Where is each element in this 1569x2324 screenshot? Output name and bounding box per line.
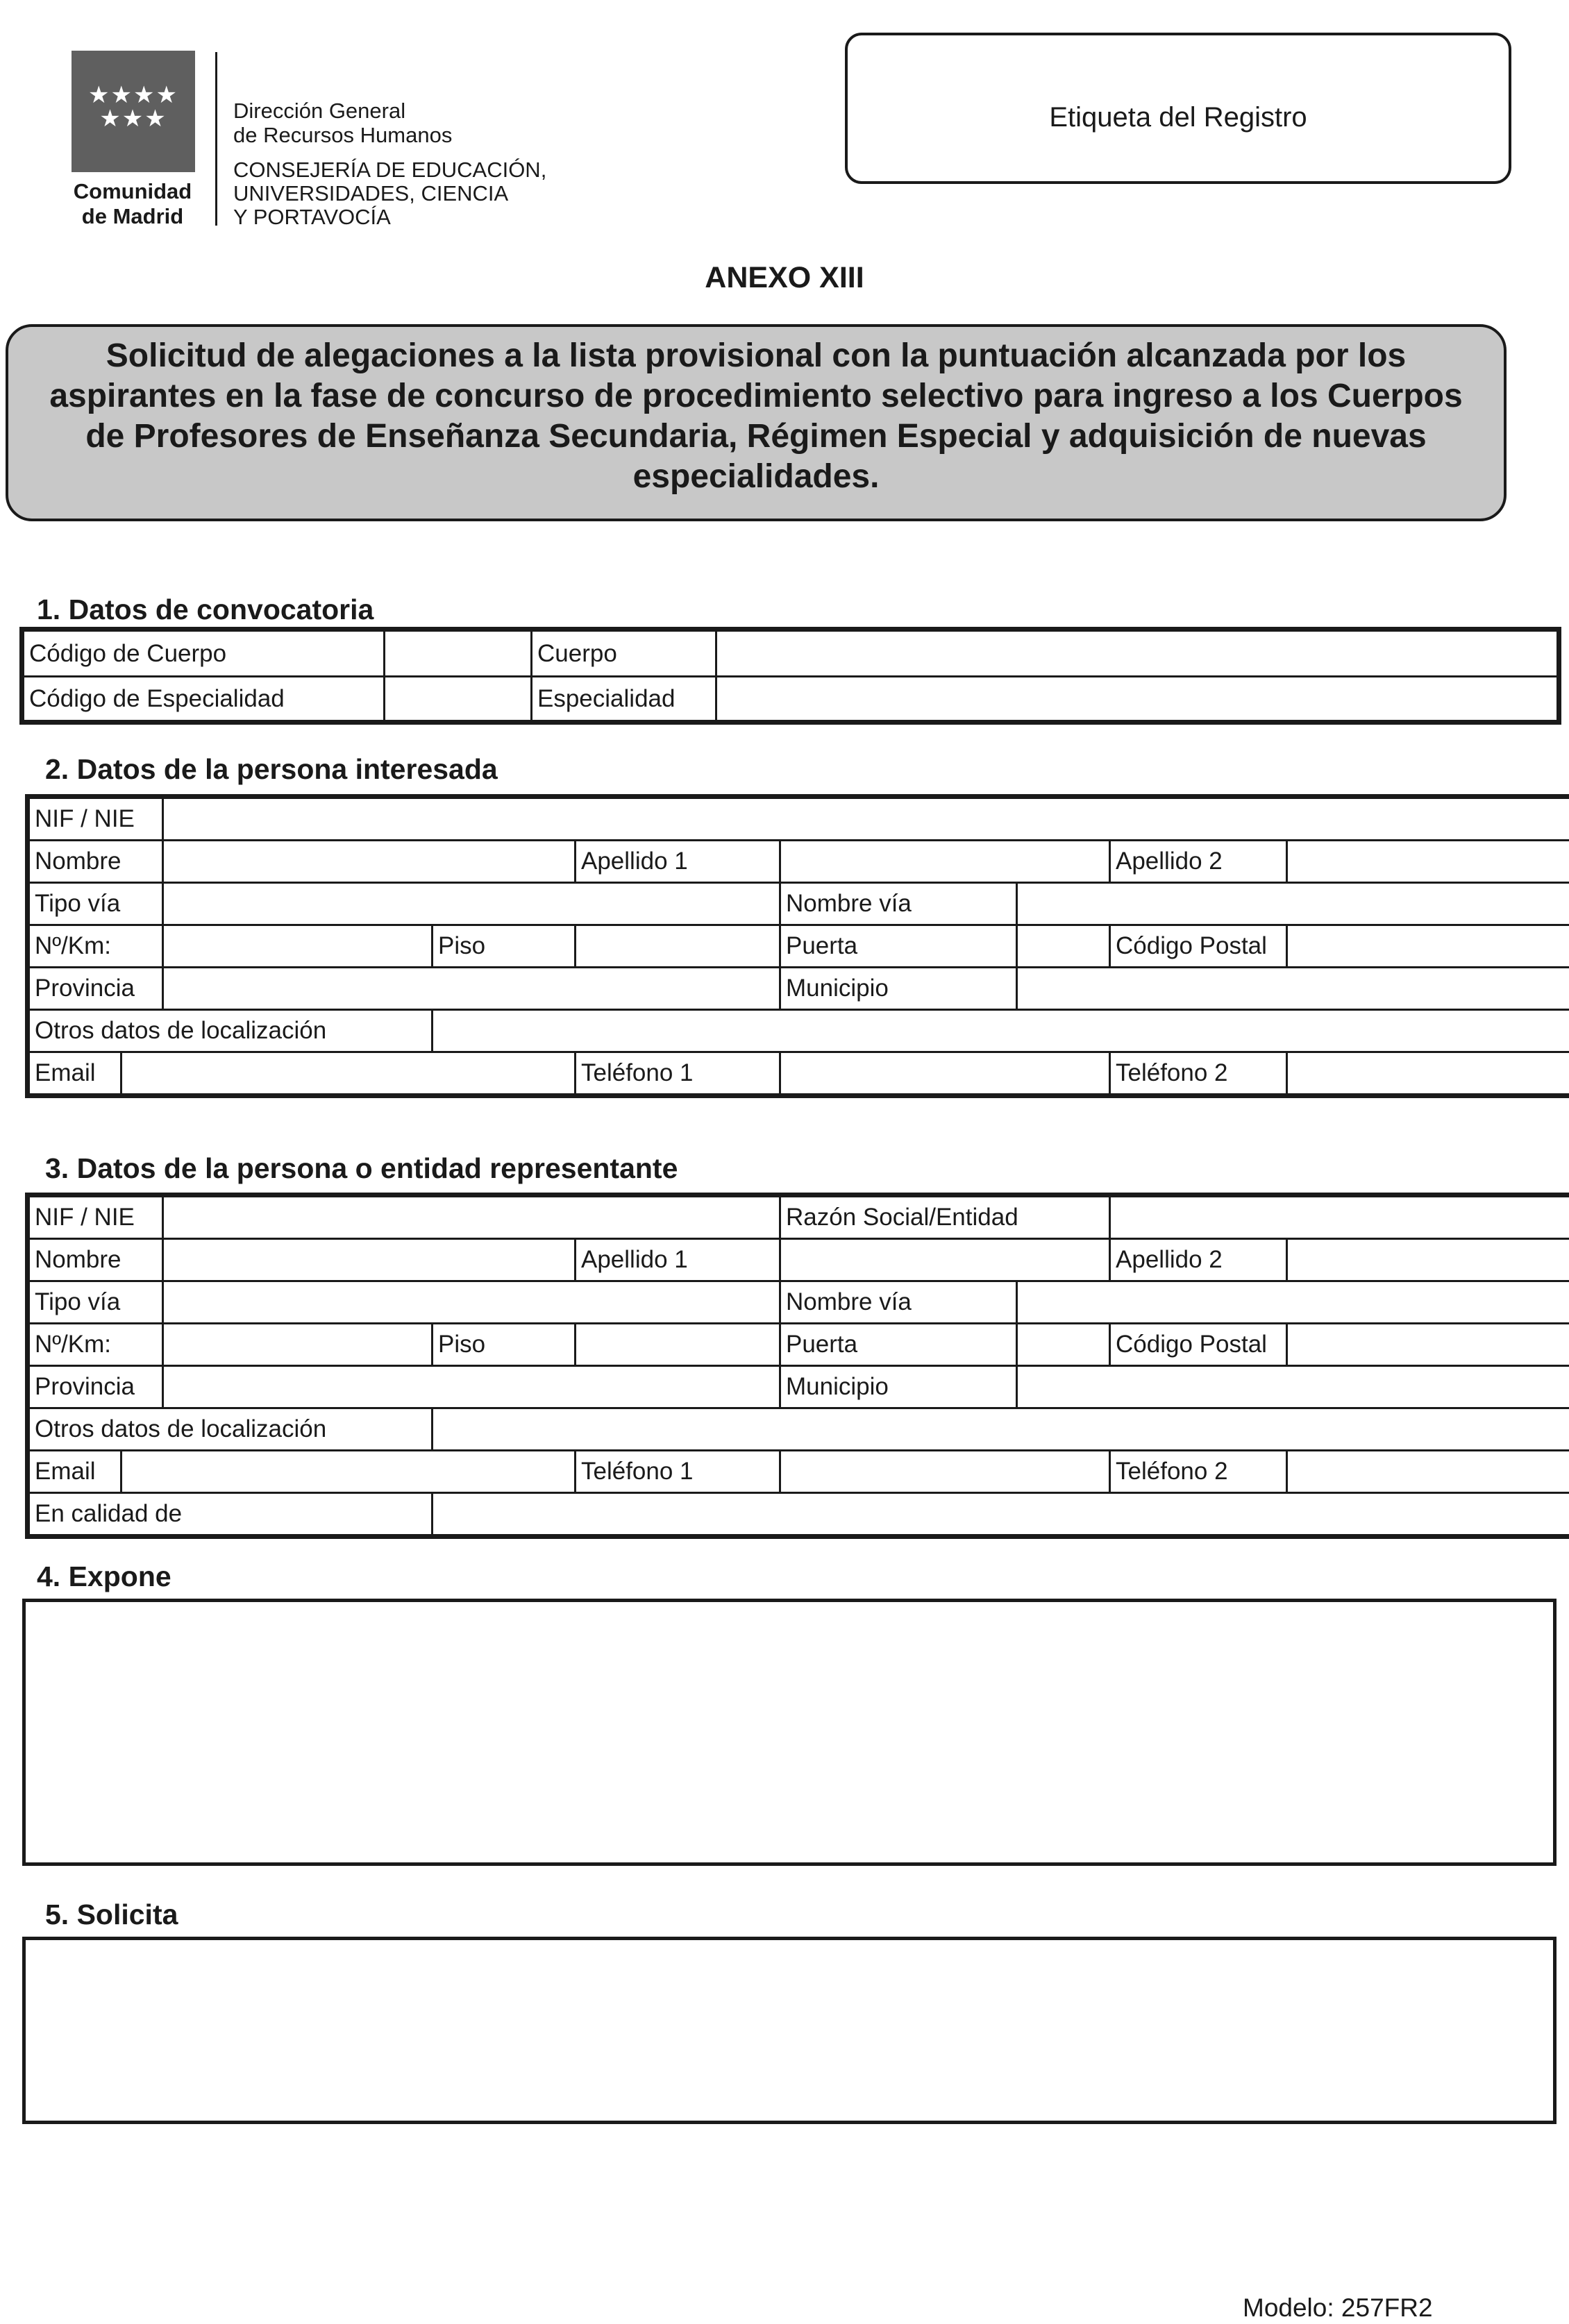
rep-tipo-via-field[interactable]	[163, 1281, 780, 1324]
annex-title: ANEXO XIII	[705, 261, 864, 294]
nif-label: NIF / NIE	[29, 798, 163, 841]
nombre-label: Nombre	[29, 841, 163, 883]
apellido2-label: Apellido 2	[1110, 841, 1287, 883]
codigo-especialidad-label: Código de Especialidad	[24, 677, 385, 721]
org-line-2: de Recursos Humanos	[233, 123, 453, 147]
provincia-label: Provincia	[29, 968, 163, 1010]
tipo-via-field[interactable]	[163, 883, 780, 925]
codigo-cuerpo-label: Código de Cuerpo	[24, 631, 385, 677]
rep-otros-datos-label: Otros datos de localización	[29, 1408, 433, 1451]
rep-puerta-label: Puerta	[780, 1324, 1017, 1366]
telefono2-field[interactable]	[1287, 1052, 1569, 1095]
telefono1-field[interactable]	[780, 1052, 1110, 1095]
otros-datos-field[interactable]	[433, 1010, 1569, 1052]
org-line-1: Dirección General	[233, 99, 406, 123]
rep-apellido1-label: Apellido 1	[576, 1239, 780, 1281]
form-title	[6, 336, 1507, 497]
section-3-title: 3. Datos de la persona o entidad representante	[45, 1152, 678, 1184]
codigo-postal-field[interactable]	[1287, 925, 1569, 968]
rep-telefono1-label: Teléfono 1	[576, 1451, 780, 1493]
codigo-cuerpo-field[interactable]	[385, 631, 532, 677]
convocatoria-table	[22, 630, 1559, 722]
municipio-field[interactable]	[1017, 968, 1569, 1010]
nombre-field[interactable]	[163, 841, 576, 883]
num-km-field[interactable]	[163, 925, 433, 968]
rep-provincia-field[interactable]	[163, 1366, 780, 1408]
rep-otros-datos-field[interactable]	[433, 1408, 1569, 1451]
codigo-especialidad-field[interactable]	[385, 677, 532, 721]
puerta-label: Puerta	[780, 925, 1017, 968]
rep-municipio-label: Municipio	[780, 1366, 1017, 1408]
section-4-title: 4. Expone	[37, 1560, 171, 1592]
form-title-line-3: de Profesores de Enseñanza Secundaria, Régimen Especial y adquisición de nuevas	[85, 418, 1427, 455]
rep-nif-field[interactable]	[163, 1197, 780, 1239]
rep-nif-label: NIF / NIE	[29, 1197, 163, 1239]
cuerpo-label: Cuerpo	[532, 631, 716, 677]
rep-tipo-via-label: Tipo vía	[29, 1281, 163, 1324]
rep-apellido1-field[interactable]	[780, 1239, 1110, 1281]
modelo-code: Modelo: 257FR2	[1243, 2293, 1433, 2322]
municipio-label: Municipio	[780, 968, 1017, 1010]
form-title-line-1: Solicitud de alegaciones a la lista provisional con la puntuación alcanzada por los	[106, 337, 1407, 374]
en-calidad-field[interactable]	[433, 1493, 1569, 1535]
razon-social-label: Razón Social/Entidad	[780, 1197, 1110, 1239]
rep-puerta-field[interactable]	[1017, 1324, 1110, 1366]
rep-provincia-label: Provincia	[29, 1366, 163, 1408]
rep-piso-field[interactable]	[576, 1324, 780, 1366]
solicita-textarea[interactable]	[22, 1937, 1557, 2124]
apellido2-field[interactable]	[1287, 841, 1569, 883]
form-title-line-4: especialidades.	[632, 458, 880, 495]
representante-table	[28, 1195, 1569, 1536]
rep-codigo-postal-field[interactable]	[1287, 1324, 1569, 1366]
rep-nombre-via-field[interactable]	[1017, 1281, 1569, 1324]
especialidad-field[interactable]	[716, 677, 1558, 721]
rep-nombre-label: Nombre	[29, 1239, 163, 1281]
en-calidad-label: En calidad de	[29, 1493, 433, 1535]
expone-textarea[interactable]	[22, 1599, 1557, 1866]
org-line-5: Y PORTAVOCÍA	[233, 205, 391, 229]
nif-field[interactable]	[163, 798, 1569, 841]
rep-telefono2-field[interactable]	[1287, 1451, 1569, 1493]
email-field[interactable]	[121, 1052, 576, 1095]
org-line-3: CONSEJERÍA DE EDUCACIÓN,	[233, 158, 547, 182]
logo-line-1: Comunidad	[73, 179, 192, 203]
tipo-via-label: Tipo vía	[29, 883, 163, 925]
rep-nombre-field[interactable]	[163, 1239, 576, 1281]
interesada-table	[28, 797, 1569, 1095]
apellido1-field[interactable]	[780, 841, 1110, 883]
rep-codigo-postal-label: Código Postal	[1110, 1324, 1287, 1366]
logo-text	[57, 179, 208, 229]
telefono2-label: Teléfono 2	[1110, 1052, 1287, 1095]
rep-municipio-field[interactable]	[1017, 1366, 1569, 1408]
num-km-label: Nº/Km:	[29, 925, 163, 968]
codigo-postal-label: Código Postal	[1110, 925, 1287, 968]
nombre-via-label: Nombre vía	[780, 883, 1017, 925]
rep-apellido2-label: Apellido 2	[1110, 1239, 1287, 1281]
section-5-title: 5. Solicita	[45, 1898, 178, 1930]
registro-label-text: Etiqueta del Registro	[1049, 102, 1307, 133]
provincia-field[interactable]	[163, 968, 780, 1010]
apellido1-label: Apellido 1	[576, 841, 780, 883]
logo-divider	[215, 52, 217, 226]
rep-email-field[interactable]	[121, 1451, 576, 1493]
rep-nombre-via-label: Nombre vía	[780, 1281, 1017, 1324]
org-line-4: UNIVERSIDADES, CIENCIA	[233, 181, 509, 205]
logo-stars-icon: ★★★★ ★★★	[88, 82, 178, 132]
email-label: Email	[29, 1052, 121, 1095]
rep-telefono1-field[interactable]	[780, 1451, 1110, 1493]
telefono1-label: Teléfono 1	[576, 1052, 780, 1095]
logo-line-2: de Madrid	[81, 204, 184, 228]
rep-num-km-field[interactable]	[163, 1324, 433, 1366]
otros-datos-label: Otros datos de localización	[29, 1010, 433, 1052]
section-2-title: 2. Datos de la persona interesada	[45, 753, 498, 785]
rep-email-label: Email	[29, 1451, 121, 1493]
piso-field[interactable]	[576, 925, 780, 968]
nombre-via-field[interactable]	[1017, 883, 1569, 925]
section-1-title: 1. Datos de convocatoria	[37, 593, 374, 625]
rep-apellido2-field[interactable]	[1287, 1239, 1569, 1281]
rep-num-km-label: Nº/Km:	[29, 1324, 163, 1366]
especialidad-label: Especialidad	[532, 677, 716, 721]
rep-piso-label: Piso	[433, 1324, 576, 1366]
cuerpo-field[interactable]	[716, 631, 1558, 677]
razon-social-field[interactable]	[1110, 1197, 1569, 1239]
piso-label: Piso	[433, 925, 576, 968]
form-title-line-2: aspirantes en la fase de concurso de procedimiento selectivo para ingreso a los Cuerpos	[49, 378, 1463, 414]
rep-telefono2-label: Teléfono 2	[1110, 1451, 1287, 1493]
puerta-field[interactable]	[1017, 925, 1110, 968]
